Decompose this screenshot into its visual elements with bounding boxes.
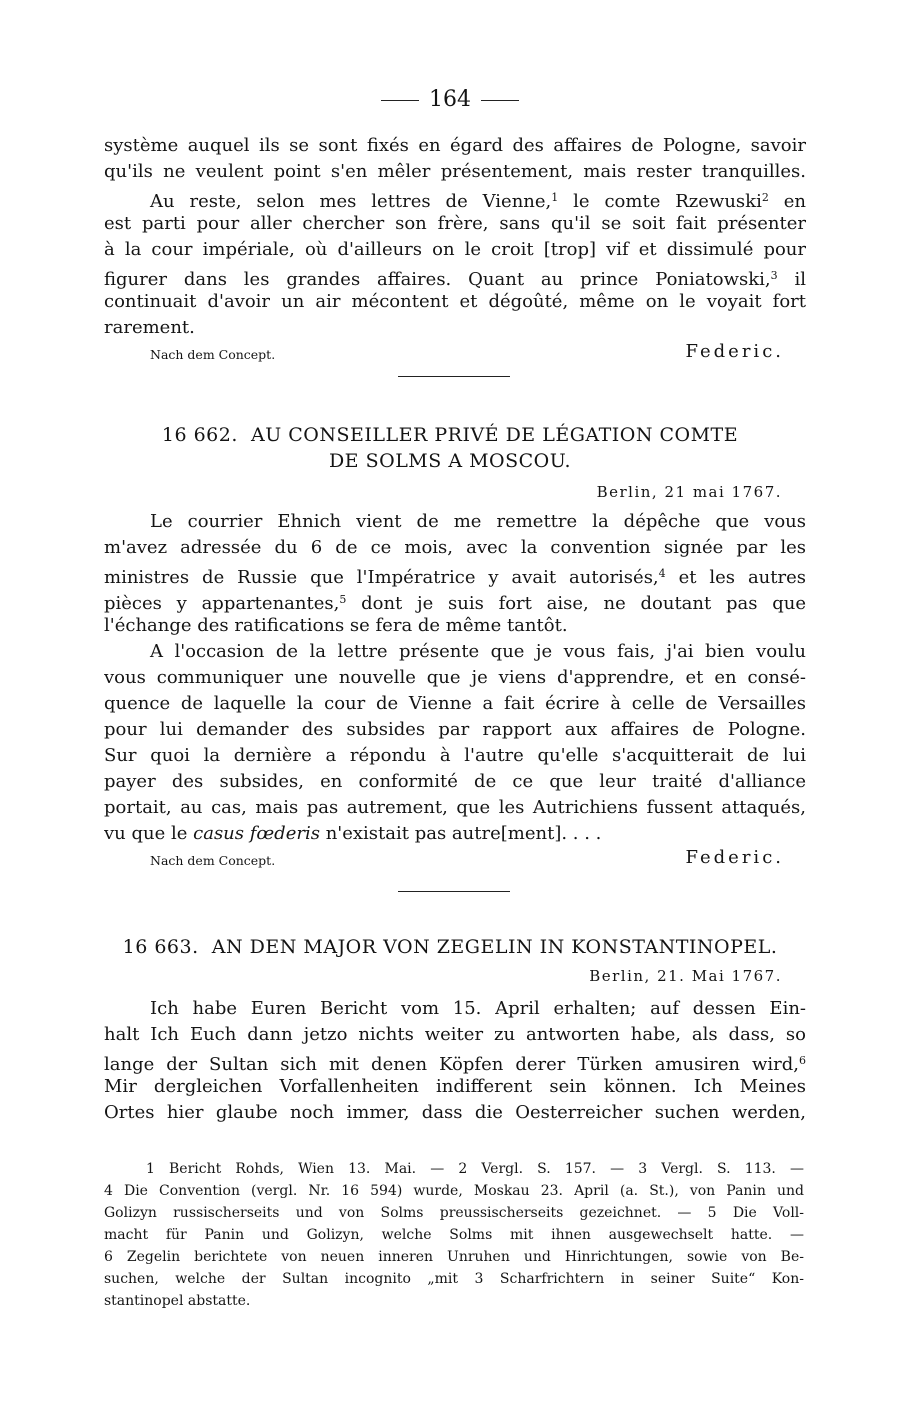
signature: Federic. [685, 847, 784, 868]
text-line: Ortes hier glaube noch immer, dass die Oesterreicher suchen werden, [104, 1102, 806, 1123]
text-line: qu'ils ne veulent point s'en mêler présentement, mais rester tranquilles. [104, 161, 806, 182]
section-separator [398, 376, 510, 377]
source-note: Nach dem Concept. [150, 853, 276, 868]
text-line: vous communiquer une nouvelle que je viens d'apprendre, et en consé- [104, 667, 806, 688]
text-line: est parti pour aller chercher son frère, sans qu'il se soit fait présenter [104, 213, 806, 234]
footnote-line: Golizyn russischerseits und von Solms preussischerseits gezeichnet. — 5 Die Voll- [104, 1205, 804, 1221]
text-line [104, 821, 806, 847]
footnote-line: 4 Die Convention (vergl. Nr. 16 594) wurde, Moskau 23. April (a. St.), von Panin und [104, 1183, 804, 1199]
text-fragment: dont je suis fort aise, ne doutant pas que [361, 593, 806, 613]
footnote-ref: 2 [761, 191, 769, 204]
footnote-ref: 3 [770, 269, 778, 282]
footnote-line: macht für Panin und Golizyn, welche Solms mit ihnen ausgewechselt hatte. — [104, 1227, 804, 1243]
footnote-ref: 6 [799, 1054, 806, 1067]
letter-heading [0, 423, 900, 447]
footnote-line: 6 Zegelin berichtete von neuen inneren Unruhen und Hinrichtungen, sowie von Be- [104, 1249, 804, 1265]
footnotes [104, 1158, 804, 1312]
text-fragment: en [783, 191, 806, 211]
footnote-line: suchen, welche der Sultan incognito „mit 3 Scharfrichtern in seiner Suite“ Kon- [104, 1271, 804, 1287]
text-fragment: lange der Sultan sich mit denen Köpfen derer Türken amusiren wird, [104, 1054, 799, 1074]
text-fragment: pièces y appartenantes, [104, 593, 340, 613]
text-line: A l'occasion de la lettre présente que je vous fais, j'ai bien voulu [150, 641, 806, 662]
text-line: rarement. [104, 317, 195, 338]
text-fragment: vu que le [104, 823, 188, 844]
text-line: pour lui demander des subsides par rapport aux affaires de Pologne. [104, 719, 806, 740]
italic-term: casus fœderis [193, 823, 320, 844]
header-rule-right [481, 100, 519, 101]
letter-number: 16 663. [122, 936, 199, 958]
text-line [104, 561, 806, 587]
text-line: Mir dergleichen Vorfallenheiten indifferent sein können. Ich Meines [104, 1076, 806, 1097]
text-line: m'avez adressée du 6 de ce mois, avec la convention signée par les [104, 537, 806, 558]
letter-heading-continued: DE SOLMS A MOSCOU. [328, 450, 572, 472]
text-line [104, 185, 806, 211]
text-fragment: Au reste, selon mes lettres de Vienne, [150, 191, 552, 211]
letter-number: 16 662. [161, 424, 238, 446]
text-line: l'échange des ratifications se fera de même tantôt. [104, 615, 568, 636]
text-line: Sur quoi la dernière a répondu à l'autre qu'elle s'acquitterait de lui [104, 745, 806, 766]
text-line: portait, au cas, mais pas autrement, que les Autrichiens fussent attaqués, [104, 797, 806, 818]
text-fragment: figurer dans les grandes affaires. Quant au prince Poniatowski, [104, 269, 771, 289]
intro-text [104, 133, 806, 367]
letter-body [104, 996, 806, 1126]
page-number: 164 [429, 87, 471, 112]
signature: Federic. [685, 341, 784, 362]
text-line: à la cour impériale, où d'ailleurs on le croit [trop] vif et dissimulé pour [104, 239, 806, 260]
text-line [104, 263, 806, 289]
footnote-ref: 5 [339, 593, 347, 606]
footnote-line: 1 Bericht Rohds, Wien 13. Mai. — 2 Vergl. S. 157. — 3 Vergl. S. 113. — [146, 1161, 804, 1177]
text-line: quence de laquelle la cour de Vienne a fait écrire à celle de Versailles [104, 693, 806, 714]
text-fragment: et les autres [678, 567, 806, 587]
text-line: système auquel ils se sont fixés en égard des affaires de Pologne, savoir [104, 135, 806, 156]
letter-dateline: Berlin, 21 mai 1767. [596, 483, 782, 501]
text-line [104, 587, 806, 613]
footnote-ref: 1 [551, 191, 559, 204]
text-line: payer des subsides, en conformité de ce que leur traité d'alliance [104, 771, 806, 792]
text-fragment: le comte Rzewuski [573, 191, 762, 211]
letter-body [104, 509, 806, 873]
letter-heading [0, 935, 900, 959]
footnote-ref: 4 [658, 567, 666, 580]
source-row [104, 341, 806, 367]
page-header [0, 85, 900, 115]
text-line: Ich habe Euren Bericht vom 15. April erhalten; auf dessen Ein- [150, 998, 806, 1019]
text-fragment: ministres de Russie que l'Impératrice y avait autorisés, [104, 567, 659, 587]
text-line [104, 1048, 806, 1074]
letter-dateline: Berlin, 21. Mai 1767. [589, 967, 782, 985]
header-rule-left [381, 100, 419, 101]
letter-heading-line: AN DEN MAJOR VON ZEGELIN IN KONSTANTINOPEL. [211, 936, 778, 958]
source-note: Nach dem Concept. [150, 347, 276, 362]
text-line: Le courrier Ehnich vient de me remettre la dépêche que vous [150, 511, 806, 532]
text-line: halt Ich Euch dann jetzo nichts weiter zu antworten habe, als dass, so [104, 1024, 806, 1045]
text-fragment: il [794, 269, 806, 289]
text-fragment: n'existait pas autre[ment]. . . . [325, 823, 602, 844]
letter-heading-line: AU CONSEILLER PRIVÉ DE LÉGATION COMTE [251, 424, 739, 446]
section-separator [398, 891, 510, 892]
footnote-line: stantinopel abstatte. [104, 1293, 251, 1309]
source-row [104, 847, 806, 873]
text-line: continuait d'avoir un air mécontent et dégoûté, même on le voyait fort [104, 291, 806, 312]
